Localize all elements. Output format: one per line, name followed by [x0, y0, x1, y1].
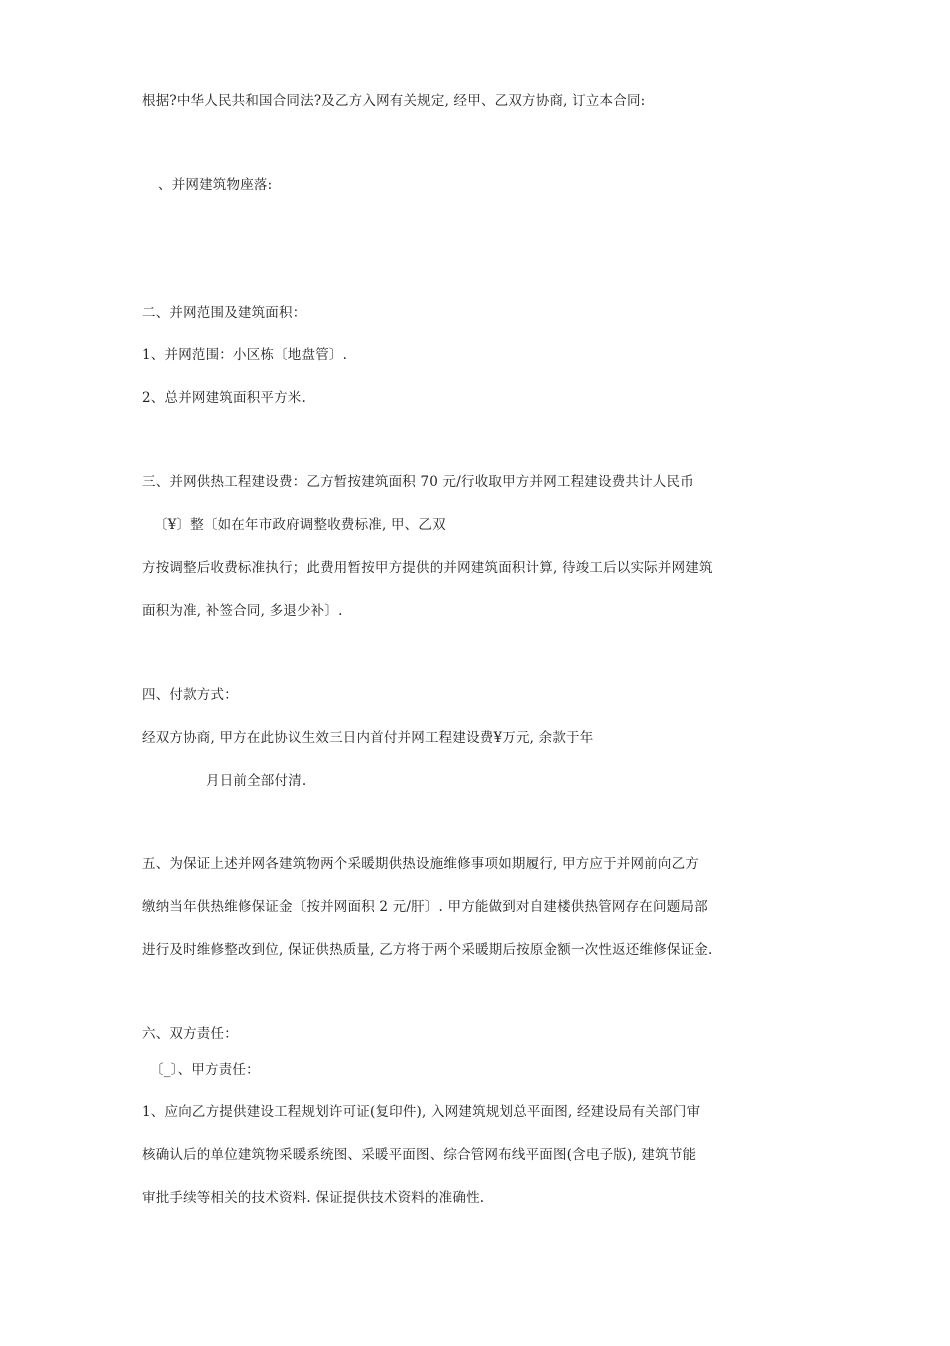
- section-6-item-1-line-3: 审批手续等相关的技术资料. 保证提供技术资料的准确性.: [142, 1190, 485, 1206]
- section-3-line-2: 〔¥〕整〔如在年市政府调整收费标准, 甲、乙双: [154, 517, 446, 533]
- preamble-line: 根据?中华人民共和国合同法?及乙方入网有关规定, 经甲、乙双方协商, 订立本合同:: [142, 93, 646, 109]
- section-2-item-1: 1、并网范围：小区栋〔地盘管〕.: [142, 347, 348, 363]
- section-6-item-1-line-1: 1、应向乙方提供建设工程规划许可证(复印件), 入网建筑规划总平面图, 经建设局有关部门审: [142, 1104, 701, 1120]
- section-4-heading: 四、付款方式：: [142, 687, 238, 703]
- section-6-heading: 六、双方责任：: [142, 1026, 238, 1042]
- section-5-line-3: 进行及时维修整改到位, 保证供热质量, 乙方将于两个采暖期后按原金额一次性返还维修保证金.: [142, 942, 713, 958]
- section-3-line-3: 方按调整后收费标准执行；此费用暂按甲方提供的并网建筑面积计算, 待竣工后以实际并网建筑: [142, 560, 713, 576]
- section-3-line-1: 三、并网供热工程建设费：乙方暂按建筑面积 70 元/行收取甲方并网工程建设费共计人民币: [142, 474, 694, 490]
- section-6-sub-heading: 〔_〕、甲方责任：: [150, 1062, 260, 1078]
- section-6-item-1-line-2: 核确认后的单位建筑物采暖系统图、采暖平面图、综合管网布线平面图(含电子版), 建筑节能: [142, 1147, 697, 1163]
- section-1-heading: 、并网建筑物座落:: [158, 177, 273, 193]
- section-2-heading: 二、并网范围及建筑面积：: [142, 305, 307, 321]
- section-4-line-2: 月日前全部付清.: [206, 773, 307, 789]
- section-3-line-4: 面积为准, 补签合同, 多退少补〕.: [142, 603, 343, 619]
- section-5-line-2: 缴纳当年供热维修保证金〔按并网面积 2 元/肝〕. 甲方能做到对自建楼供热管网存在问题局部: [142, 899, 708, 915]
- section-5-line-1: 五、为保证上述并网各建筑物两个采暖期供热设施维修事项如期履行, 甲方应于并网前向乙方: [142, 856, 699, 872]
- section-2-item-2: 2、总并网建筑面积平方米.: [142, 390, 306, 406]
- section-4-line-1: 经双方协商, 甲方在此协议生效三日内首付并网工程建设费¥万元, 余款于年: [142, 730, 594, 746]
